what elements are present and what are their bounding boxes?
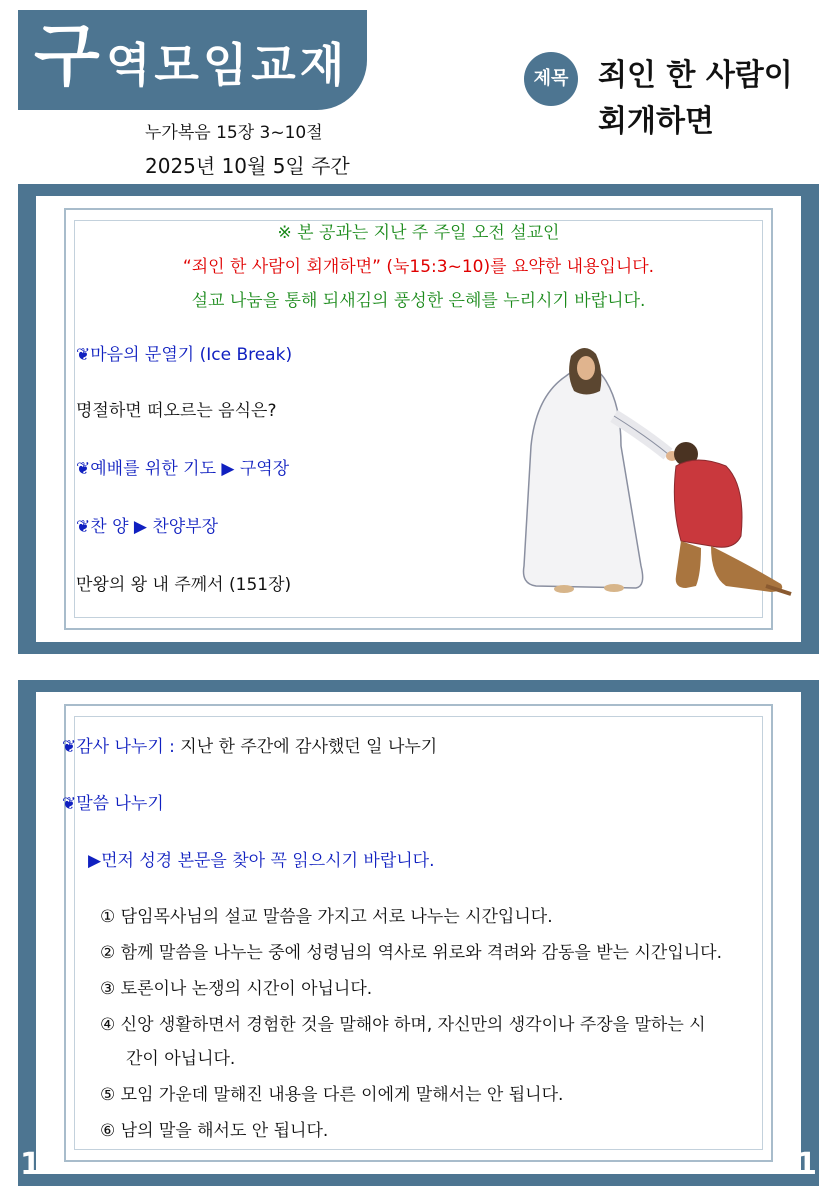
- jesus-illustration: [496, 336, 796, 606]
- thanks-text: 지난 한 주간에 감사했던 일 나누기: [174, 737, 438, 757]
- sharing-panel: [18, 680, 819, 1186]
- intro-line1: ※ 본 공과는 지난 주 주일 오전 설교인: [277, 223, 560, 243]
- intro-line2: “죄인 한 사람이 회개하면” (눅15:3~10)를 요약한 내용입니다.: [182, 257, 655, 277]
- title-badge: 제목: [524, 52, 578, 106]
- sermon-title-line2: 회개하면: [598, 104, 714, 139]
- rule-item: ① 담임목사님의 설교 말씀을 가지고 서로 나누는 시간입니다.: [100, 907, 553, 927]
- praise-heading: ❦찬 양 ▶ 찬양부장: [76, 517, 219, 537]
- intro-panel-body: [36, 196, 801, 642]
- page-number-right: 1: [796, 1147, 817, 1182]
- instruction: ▶먼저 성경 본문을 찾아 꼭 읽으시기 바랍니다.: [88, 851, 435, 871]
- word-heading: ❦말씀 나누기: [62, 794, 164, 814]
- sermon-title-line1: 죄인 한 사람이: [598, 58, 793, 93]
- rule-item: ③ 토론이나 논쟁의 시간이 아닙니다.: [100, 979, 373, 999]
- scripture-ref: 누가복음 15장 3~10절: [145, 123, 323, 143]
- rule-item-continued: 간이 아닙니다.: [126, 1049, 236, 1069]
- intro-line3: 설교 나눔을 통해 되새김의 풍성한 은혜를 누리시기 바랍니다.: [191, 291, 646, 311]
- rule-item: ⑤ 모임 가운데 말해진 내용을 다른 이에게 말해서는 안 됩니다.: [100, 1085, 564, 1105]
- rule-item: ④ 신앙 생활하면서 경험한 것을 말해야 하며, 자신만의 생각이나 주장을 말하는 시: [100, 1015, 706, 1035]
- title-first-char: 구: [34, 17, 100, 96]
- page-number-left: 1: [20, 1147, 41, 1182]
- rule-item: ⑥ 남의 말을 해서도 안 됩니다.: [100, 1121, 329, 1141]
- title-rest: 역모임교재: [106, 38, 349, 92]
- rule-item: ② 함께 말씀을 나누는 중에 성령님의 역사로 위로와 격려와 감동을 받는 시간입니다.: [100, 943, 723, 963]
- date: 2025년 10월 5일 주간: [145, 154, 350, 178]
- thanks-label: ❦감사 나누기 :: [62, 737, 175, 757]
- sharing-panel-body: [36, 692, 801, 1174]
- thanks-line: [62, 732, 437, 757]
- icebreak-heading: ❦마음의 문열기 (Ice Break): [76, 345, 293, 365]
- prayer-heading: ❦예배를 위한 기도 ▶ 구역장: [76, 459, 290, 479]
- intro-panel: [18, 184, 819, 654]
- hymn-title: 만왕의 왕 내 주께서 (151장): [76, 575, 292, 595]
- icebreak-question: 명절하면 떠오르는 음식은?: [76, 401, 277, 421]
